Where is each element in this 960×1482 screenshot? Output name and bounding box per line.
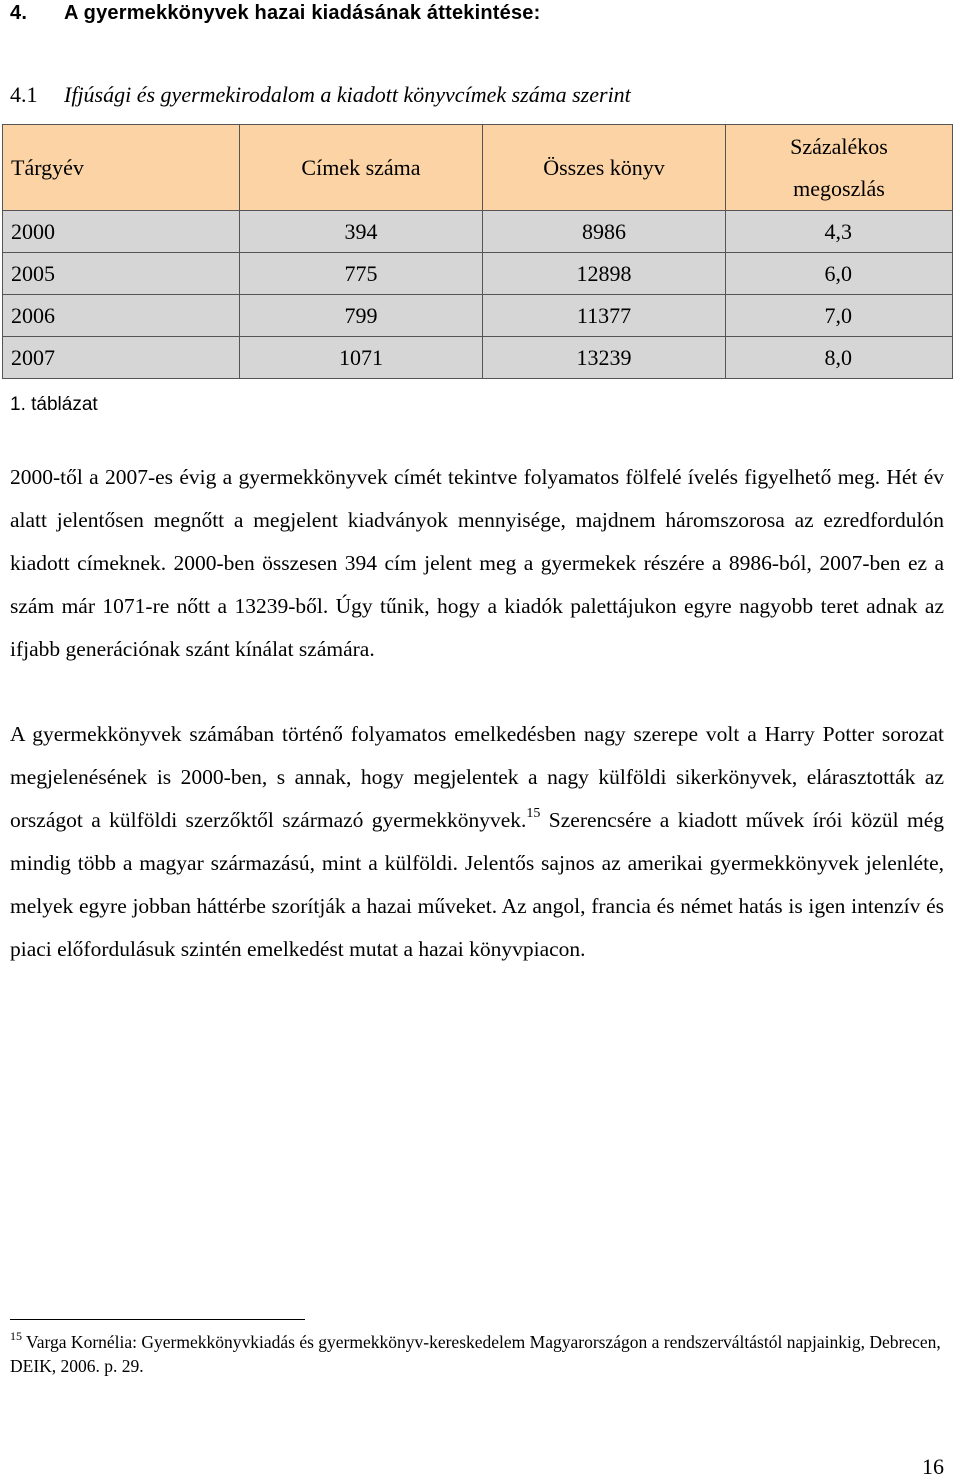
paragraph-trend: 2000-től a 2007-es évig a gyermekkönyvek címét tekintve folyamatos fölfelé ívelés figyelhető meg. Hét év alatt jelentősen megnőtt a megjelent kiadványok mennyisége, majdnem háromszorosa az ezredfordulón kiadott címeknek. 2000-ben összesen 394 cím jelent meg a gyermekek részére a 8986-ból, 2007-ben ez a szám már 1071-re nőtt a 13239-ből. Úgy tűnik, hogy a kiadók palettájukon egyre nagyobb teret adnak az ifjabb generációnak szánt kínálat számára. xyxy=(10,465,944,661)
subsection-heading xyxy=(10,82,631,108)
footnote-reference: 15 xyxy=(526,806,541,821)
table-row xyxy=(3,337,953,379)
section-heading xyxy=(10,2,540,25)
cell-year: 2000 xyxy=(3,211,240,253)
cell-titles: 1071 xyxy=(240,337,483,379)
cell-total-books: 11377 xyxy=(483,295,726,337)
paragraph-influences-part1: A gyermekkönyvek számában történő folyamatos emelkedésben nagy szerepe volt a Harry Potter sorozat megjelenésének is 2000-ben, s annak, hogy megjelentek a nagy külföldi sikerkönyvek, elárasztották az országot a külföldi szerzőktől származó gyermekkönyvek. xyxy=(10,722,944,832)
cell-titles: 775 xyxy=(240,253,483,295)
cell-total-books: 13239 xyxy=(483,337,726,379)
section-title: A gyermekkönyvek hazai kiadásának áttekintése: xyxy=(64,2,541,24)
cell-percentage: 7,0 xyxy=(726,295,953,337)
footnote-number: 15 xyxy=(10,1329,22,1343)
subsection-title: Ifjúsági és gyermekirodalom a kiadott könyvcímek száma szerint xyxy=(64,82,631,107)
cell-percentage: 6,0 xyxy=(726,253,953,295)
footnote-text: Varga Kornélia: Gyermekkönyvkiadás és gyermekkönyv-kereskedelem Magyarországon a rendszerváltástól napjainkig, Debrecen, DEIK, 2006. p. 29. xyxy=(10,1332,941,1376)
cell-year: 2005 xyxy=(3,253,240,295)
cell-percentage: 8,0 xyxy=(726,337,953,379)
table-row xyxy=(3,253,953,295)
paragraph-influences xyxy=(10,713,944,971)
table-header-row xyxy=(3,125,953,211)
cell-year: 2006 xyxy=(3,295,240,337)
table-row xyxy=(3,211,953,253)
paragraph-influences-part2: Szerencsére a kiadott művek írói közül még mindig több a magyar származású, mint a külföldi. Jelentős sajnos az amerikai gyermekkönyvek jelenléte, melyek egyre jobban háttérbe szorítják a hazai műveket. Az angol, francia és német hatás is igen intenzív és piaci előfordulásuk szintén emelkedést mutat a hazai könyvpiacon. xyxy=(10,808,944,961)
cell-total-books: 12898 xyxy=(483,253,726,295)
header-percentage xyxy=(726,125,953,211)
table-caption: 1. táblázat xyxy=(10,394,98,415)
header-total-books: Összes könyv xyxy=(483,125,726,211)
header-percentage-line1: Százalékos xyxy=(790,133,888,159)
header-titles: Címek száma xyxy=(240,125,483,211)
cell-total-books: 8986 xyxy=(483,211,726,253)
cell-titles: 394 xyxy=(240,211,483,253)
cell-titles: 799 xyxy=(240,295,483,337)
header-percentage-line2: megoszlás xyxy=(793,175,885,201)
subsection-number: 4.1 xyxy=(10,82,38,107)
cell-percentage: 4,3 xyxy=(726,211,953,253)
page-number: 16 xyxy=(922,1454,944,1479)
statistics-table xyxy=(2,124,953,379)
section-number: 4. xyxy=(10,2,28,24)
cell-year: 2007 xyxy=(3,337,240,379)
header-year: Tárgyév xyxy=(3,125,240,211)
footnote xyxy=(10,1330,950,1378)
footnote-divider xyxy=(10,1319,305,1320)
table-row xyxy=(3,295,953,337)
